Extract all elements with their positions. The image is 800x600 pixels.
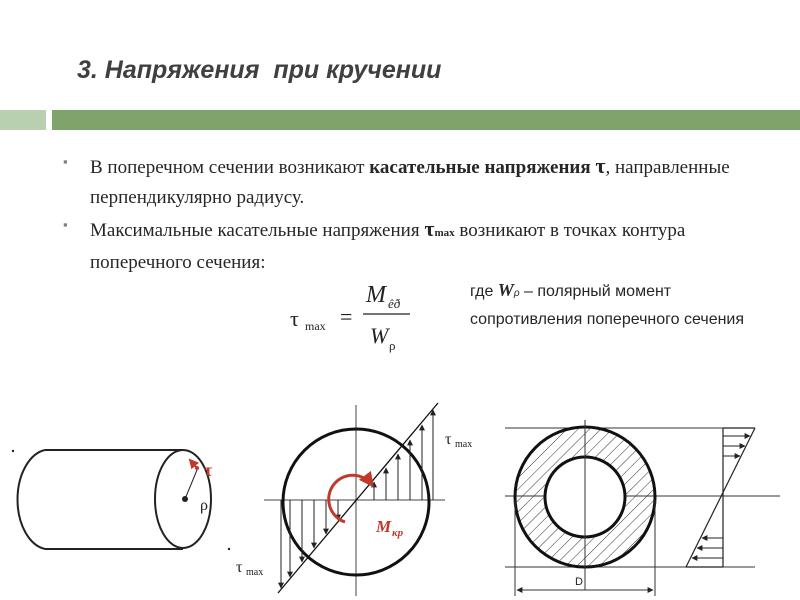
dot-mark	[12, 450, 14, 452]
cylinder-left-end	[18, 450, 45, 549]
formula	[290, 282, 410, 353]
formula-lhs: τ	[290, 306, 299, 331]
note-w-sub: ρ	[513, 288, 520, 299]
cylinder-figure	[12, 450, 230, 550]
tau-max-top-label: τ	[445, 431, 452, 448]
rho-label: ρ	[200, 497, 208, 514]
note-prefix: где	[470, 283, 498, 300]
note-w-symbol: W	[497, 280, 514, 300]
bullet-1-text-b: , направленные перпендикулярно радиусу.	[90, 157, 730, 208]
diagram-line	[686, 428, 755, 567]
tau-max-top-sub: max	[455, 439, 473, 450]
formula-numerator-sub: êð	[388, 296, 401, 311]
bullet-2-text-a: Максимальные касательные напряжения	[90, 220, 425, 241]
formula-numerator: M	[366, 282, 386, 308]
bullet-marker: ▪	[63, 154, 68, 169]
hollow-section-figure	[505, 420, 780, 596]
tau-max-bottom-label: τ	[236, 559, 243, 576]
tau-label: τ	[204, 460, 213, 480]
slide-title: 3. Напряжения при кручении	[77, 56, 442, 84]
formula-denominator-sub: ρ	[389, 338, 396, 353]
bullet-1-tau: τ	[595, 153, 606, 178]
bullet-2-text-b: возникают в точках контура поперечного сечения:	[90, 220, 686, 273]
formula-lhs-sub: max	[305, 319, 326, 333]
bullet-1-text-a: В поперечном сечении возникают	[90, 157, 370, 178]
moment-label: M	[376, 517, 392, 536]
bullet-2-tau: τ	[424, 216, 435, 241]
bullet-1-bold: касательные напряжения	[369, 157, 596, 178]
formula-equals: =	[340, 304, 353, 329]
solid-section-figure	[236, 403, 472, 596]
diameter-label: D	[575, 576, 583, 588]
torque-arrow	[329, 475, 372, 522]
dot-mark	[228, 548, 230, 550]
bullet-marker: ▪	[63, 217, 68, 232]
formula-denominator: W	[370, 323, 389, 348]
bullet-2-tau-sub: max	[434, 227, 455, 239]
stress-line	[278, 403, 438, 593]
note-text: – полярный момент сопротивления поперечного сечения	[470, 283, 745, 328]
tau-max-bottom-sub: max	[246, 567, 264, 578]
moment-sub: кр	[392, 527, 404, 539]
